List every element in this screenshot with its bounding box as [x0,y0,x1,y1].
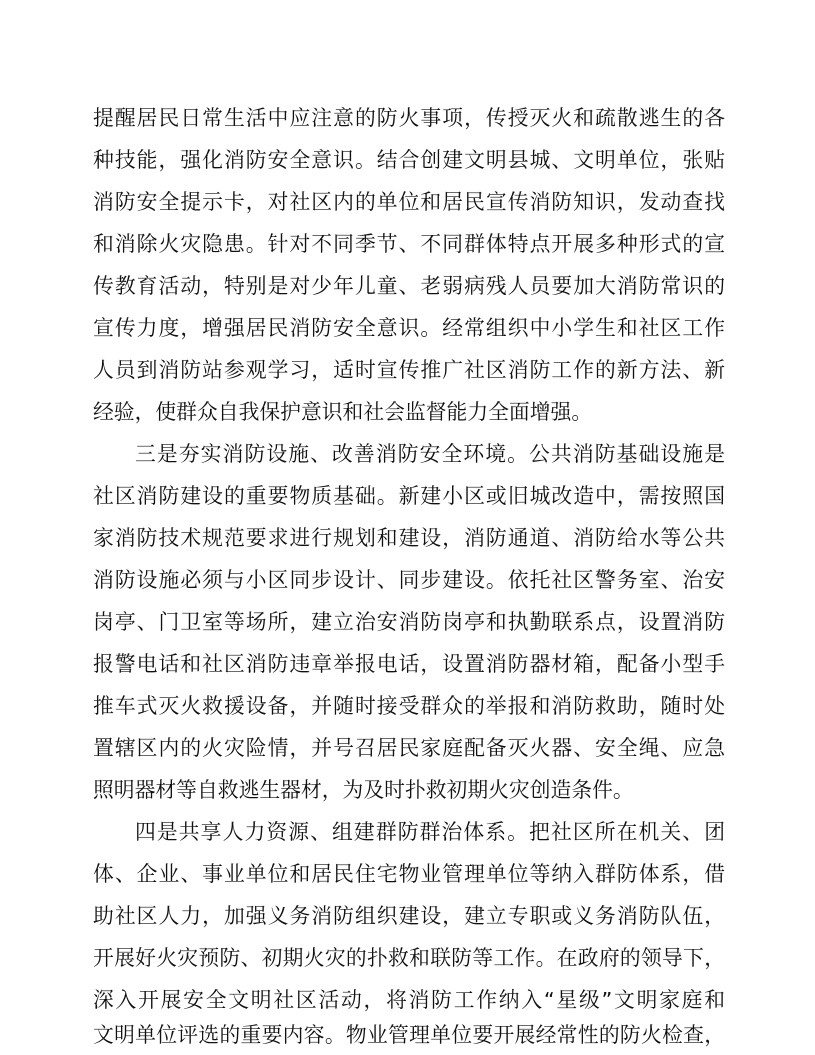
text-line-21: 开展好火灾预防、初期火灾的扑救和联防等工作。在政府的领导下， [93,946,725,970]
text-line-10: 社区消防建设的重要物质基础。新建小区或旧城改造中，需按照国 [93,484,725,508]
text-line-8: 经验，使群众自我保护意识和社会监督能力全面增强。 [93,400,593,424]
text-line-23: 文明单位评选的重要内容。物业管理单位要开展经常性的防火检查， [93,1023,725,1047]
text-line-22: 深入开展安全文明社区活动，将消防工作纳入“星级”文明家庭和 [93,988,725,1012]
paragraph-3-first-line: 三是夯实消防设施、改善消防安全环境。公共消防基础设施是 [135,442,725,466]
text-line-12: 消防设施必须与小区同步设计、同步建设。依托社区警务室、治安 [93,568,725,592]
paragraph-4-first-line: 四是共享人力资源、组建群防群治体系。把社区所在机关、团 [135,820,725,844]
text-line-19: 体、企业、事业单位和居民住宅物业管理单位等纳入群防体系，借 [93,862,725,886]
text-line-4: 和消除火灾隐患。针对不同季节、不同群体特点开展多种形式的宣 [93,232,725,256]
text-line-2: 种技能，强化消防安全意识。结合创建文明县城、文明单位，张贴 [93,148,725,172]
text-line-13: 岗亭、门卫室等场所，建立治安消防岗亭和执勤联系点，设置消防 [93,610,725,634]
text-line-11: 家消防技术规范要求进行规划和建设，消防通道、消防给水等公共 [93,526,725,550]
text-line-3: 消防安全提示卡，对社区内的单位和居民宣传消防知识，发动查找 [93,190,725,214]
text-line-7: 人员到消防站参观学习，适时宣传推广社区消防工作的新方法、新 [93,358,725,382]
text-line-15: 推车式灭火救援设备，并随时接受群众的举报和消防救助，随时处 [93,694,725,718]
text-line-6: 宣传力度，增强居民消防安全意识。经常组织中小学生和社区工作 [93,316,725,340]
text-line-16: 置辖区内的火灾险情，并号召居民家庭配备灭火器、安全绳、应急 [93,736,725,760]
text-line-17: 照明器材等自救逃生器材，为及时扑救初期火灾创造条件。 [93,778,634,802]
text-line-14: 报警电话和社区消防违章举报电话，设置消防器材箱，配备小型手 [93,652,725,676]
text-line-1: 提醒居民日常生活中应注意的防火事项，传授灭火和疏散逃生的各 [93,106,725,130]
text-line-20: 助社区人力，加强义务消防组织建设，建立专职或义务消防队伍， [93,904,725,928]
text-line-5: 传教育活动，特别是对少年儿童、老弱病残人员要加大消防常识的 [93,274,725,298]
